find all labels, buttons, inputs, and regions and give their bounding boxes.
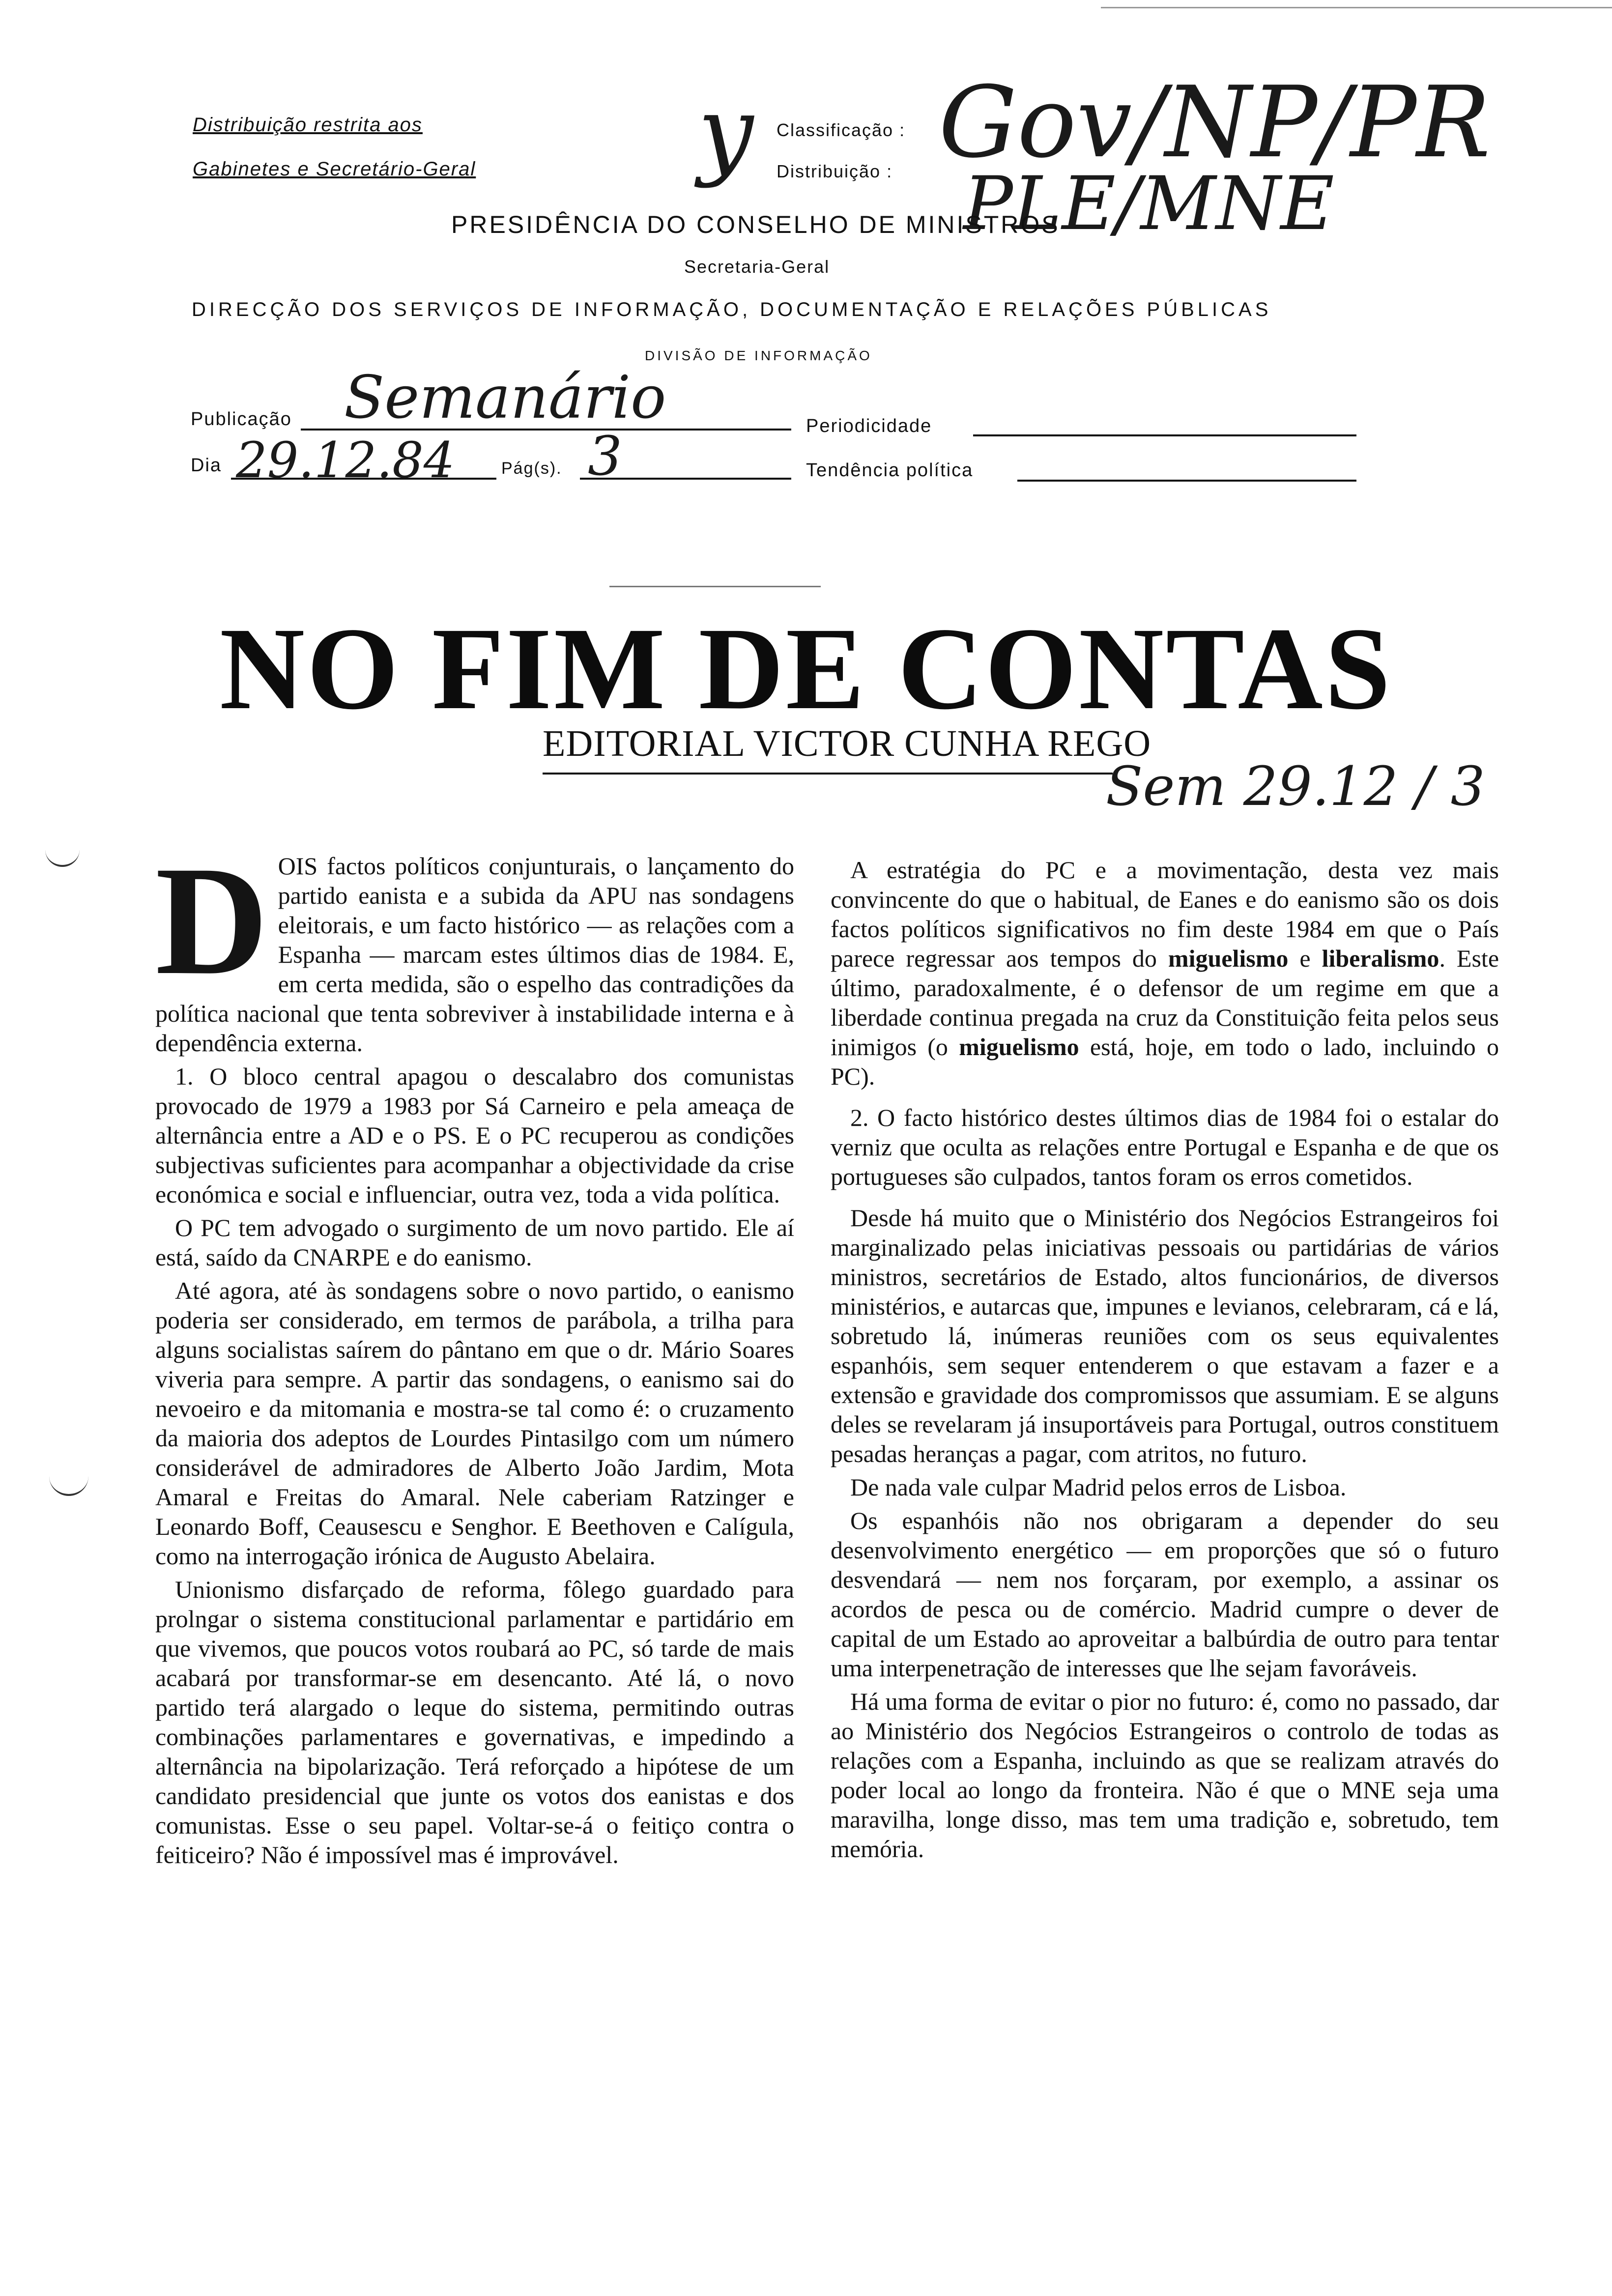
distribution-restricted: Distribuição restrita aos: [193, 114, 423, 136]
day-label: Dia: [191, 455, 222, 476]
paragraph: Há uma forma de evitar o pior no futuro: é, como no passado, dar ao Ministério dos Negócios Estrangeiros o controlo de todas as relações com a Espanha, incluindo as que se realizam através do poder local ao longo da fronteira. Não é que o MNE seja uma maravilha, longe disso, mas tem uma tradição e, sobretudo, tem memória.: [831, 1688, 1499, 1863]
paragraph-intro-text: OIS factos políticos conjunturais, o lançamento do partido eanista e a subida da APU nas sondagens eleitorais, e um facto histórico — as relações com a Espanha — marcam estes últimos dias de 1984. E, em certa medida, são o espelho das contradições da política nacional que tenta sobreviver à instabilidade interna e à dependência externa.: [155, 852, 794, 1057]
periodicity-label: Periodicidade: [806, 416, 932, 436]
periodicity-line: [973, 434, 1356, 436]
paragraph: Desde há muito que o Ministério dos Negócios Estrangeiros foi marginalizado pelas iniciativas pessoais ou partidárias de vários ministros, secretários de Estado, altos funcionários, de diversos ministérios, e autarcas que, impunes e levianos, celebraram, cá e lá, sobretudo lá, inúmeras reuniões com os seus equivalentes espanhóis, sem sequer entenderem o que estavam a fazer e a extensão e gravidade dos compromissos que assumiam. E se alguns deles se revelaram já insuportáveis para Portugal, outros constituem pesadas heranças a pagar, com atritos, no futuro.: [831, 1204, 1499, 1467]
margin-mark: [49, 1474, 88, 1496]
presidency-heading: PRESIDÊNCIA DO CONSELHO DE MINISTROS: [451, 211, 1060, 238]
tendency-line: [1017, 480, 1356, 482]
handwritten-pages: 3: [588, 425, 622, 488]
article-title: NO FIM DE CONTAS: [219, 603, 1393, 734]
bold-term: miguelismo: [1168, 945, 1289, 972]
paragraph: O PC tem advogado o surgimento de um novo partido. Ele aí está, saído da CNARPE e do eanismo.: [155, 1214, 794, 1271]
classification-label: Classificação :: [777, 120, 906, 140]
margin-mark: [45, 845, 80, 867]
paragraph: 1. O bloco central apagou o descalabro dos comunistas provocado de 1979 a 1983 por Sá Carneiro e pela ameaça de alternância entre a AD e o PS. E o PC recuperou as condições subjectivas suficientes para acompanhar a objectividade da crise económica e social e influenciar, outra vez, toda a vida política.: [155, 1062, 794, 1208]
handwritten-reference: Sem 29.12 / 3: [1106, 755, 1485, 818]
tendency-label: Tendência política: [806, 460, 974, 481]
handwritten-publication: Semanário: [344, 364, 666, 432]
division-heading: DIVISÃO DE INFORMAÇÃO: [645, 348, 872, 363]
paragraph-intro: [155, 834, 794, 1058]
byline: EDITORIAL VICTOR CUNHA REGO: [543, 723, 1151, 764]
publication-label: Publicação: [191, 409, 292, 430]
drop-cap: D: [155, 834, 268, 1007]
paragraph: Unionismo disfarçado de reforma, fôlego guardado para prolngar o sistema constitucional parlamentar e partidário em que vivemos, que poucos votos roubará ao PC, só tarde de mais acabará por transformar-se em desencanto. Até lá, o novo partido terá alargado o leque do sistema, permitindo outras combinações parlamentares e governativas, e impedindo a alternância na bipolarização. Terá reforçado a hipótese de um candidato presidencial que junte os votos dos eanistas e dos comunistas. Esse o seu papel. Voltar-se-á o feitiço contra o feiticeiro? Não é impossível mas é improvável.: [155, 1576, 794, 1868]
distribution-cabinets: Gabinetes e Secretário-Geral: [193, 158, 476, 180]
pages-label: Pág(s).: [501, 459, 562, 478]
handwritten-mark: y: [698, 75, 753, 190]
handwritten-classification: Gov/NP/PR: [939, 65, 1491, 180]
paragraph: 2. O facto histórico destes últimos dias de 1984 foi o estalar do verniz que oculta as relações entre Portugal e Espanha e de que os portugueses são culpados, tantos foram os erros cometidos.: [831, 1104, 1499, 1190]
scan-edge-line: [1101, 7, 1612, 8]
distribution-label: Distribuição :: [777, 161, 893, 181]
paragraph: Os espanhóis não nos obrigaram a depender do seu desenvolvimento energético — em proporções que só o futuro desvendará — nem nos forçaram, por exemplo, a assinar os acordos de pesca ou de comércio. Madrid cumpre o dever de capital de um Estado ao aproveitar a balbúrdia de outro para tentar uma interpenetração de interesses que lhe sejam favoráveis.: [831, 1507, 1499, 1682]
paragraph: De nada vale culpar Madrid pelos erros de Lisboa.: [850, 1473, 1347, 1501]
handwritten-distribution: PLE/MNE: [963, 161, 1334, 247]
right-column: [831, 855, 1499, 1864]
bold-term: liberalismo: [1322, 945, 1439, 972]
bold-term: miguelismo: [959, 1033, 1079, 1061]
secretariat-heading: Secretaria-Geral: [684, 257, 830, 277]
paragraph-strategy: A estratégia do PC e a movimentação, desta vez mais convincente do que o habitual, de Eanes e do eanismo são os dois factos políticos significativos no fim deste 1984 em que o País parece regressar aos tempos do miguelismo e liberalismo. Este último, paradoxalmente, é o defensor de um regime em que a liberdade continua pregada na cruz da Constituição feita pelos seus inimigos (o miguelismo está, hoje, em todo o lado, incluindo o PC).: [831, 856, 1499, 1090]
handwritten-day: 29.12.84: [236, 431, 455, 489]
byline-underline: [543, 773, 1113, 775]
directorate-heading: DIRECÇÃO DOS SERVIÇOS DE INFORMAÇÃO, DOCUMENTAÇÃO E RELAÇÕES PÚBLICAS: [192, 299, 1272, 320]
paragraph: Até agora, até às sondagens sobre o novo partido, o eanismo poderia ser considerado, em termos de parábola, a trilha para alguns socialistas saírem do pântano em que o dr. Mário Soares viveria para sempre. A partir das sondagens, o eanismo sai do nevoeiro e da mitomania e mostra-se tal como é: o cruzamento da maioria dos adeptos de Lourdes Pintasilgo com um número considerável de admiradores de Alberto João Jardim, Mota Amaral e Freitas do Amaral. Nele caberiam Ratzinger e Leonardo Boff, Ceausescu e Senghor. E Beethoven e Calígula, como na interrogação irónica de Augusto Abelaira.: [155, 1277, 794, 1570]
left-column: [155, 834, 794, 1869]
title-rule: [609, 586, 821, 587]
